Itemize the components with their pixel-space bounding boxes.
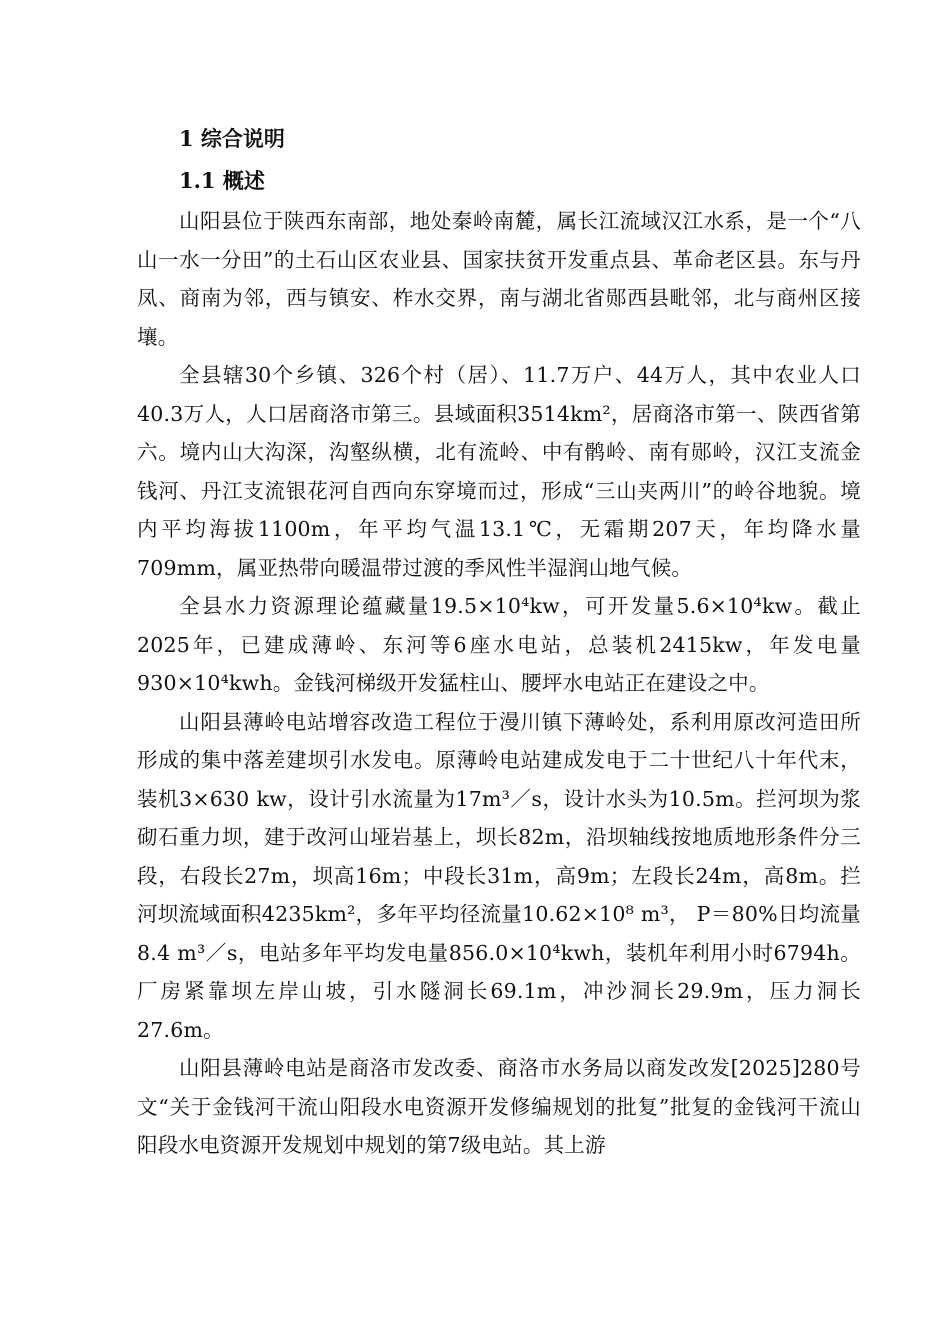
document-body [137,118,861,1165]
paragraph-planning-approval: 山阳县薄岭电站是商洛市发改委、商洛市水务局以商发改发[2025]280号文“关于金钱河干流山阳段水电资源开发修编规划的批复”批复的金钱河干流山阳段水电资源开发规划中规划的第7级电站。其上游 [137,1056,861,1157]
paragraph-hydropower: 全县水力资源理论蕴藏量19.5×10⁴kw，可开发量5.6×10⁴kw。截止2025年，已建成薄岭、东河等6座水电站，总装机2415kw，年发电量930×10⁴kwh。金钱河梯级开发猛柱山、腰坪水电站正在建设之中。 [137,594,861,695]
section-heading: 1.1 概述 [179,168,265,193]
paragraph-population: 全县辖30个乡镇、326个村（居）、11.7万户、44万人，其中农业人口40.3万人，人口居商洛市第三。县域面积3514km²，居商洛市第一、陕西省第六。境内山大沟深，沟壑纵横，北有流岭、中有鹘岭、南有郧岭，汉江支流金钱河、丹江支流银花河自西向东穿境而过，形成“三山夹两川”的岭谷地貌。境内平均海拔1100m，年平均气温13.1℃，无霜期207天，年均降水量709mm，属亚热带向暖温带过渡的季风性半湿润山地气候。 [137,363,861,580]
chapter-heading: 1 综合说明 [179,126,285,151]
paragraph-location: 山阳县位于陕西东南部，地处秦岭南麓，属长江流域汉江水系，是一个“八山一水一分田”的土石山区农业县、国家扶贫开发重点县、革命老区县。东与丹凤、商南为邻，西与镇安、柞水交界，南与湖北省郧西县毗邻，北与商州区接壤。 [137,209,861,349]
paragraph-station-overview: 山阳县薄岭电站增容改造工程位于漫川镇下薄岭处，系利用原改河造田所形成的集中落差建坝引水发电。原薄岭电站建成发电于二十世纪八十年代末，装机3×630 kw，设计引水流量为17m³／s，设计水头为10.5m。拦河坝为浆砌石重力坝，建于改河山垭岩基上，坝长82m，沿坝轴线按地质地形条件分三段，右段长27m，坝高16m；中段长31m，高9m；左段长24m，高8m。拦河坝流域面积4235km²，多年平均径流量10.62×10⁸ m³， P＝80%日均流量8.4 m³／s，电站多年平均发电量856.0×10⁴kwh，装机年利用小时6794h。厂房紧靠坝左岸山坡，引水隧洞长69.1m，冲沙洞长29.9m，压力洞长27.6m。 [137,709,861,1042]
